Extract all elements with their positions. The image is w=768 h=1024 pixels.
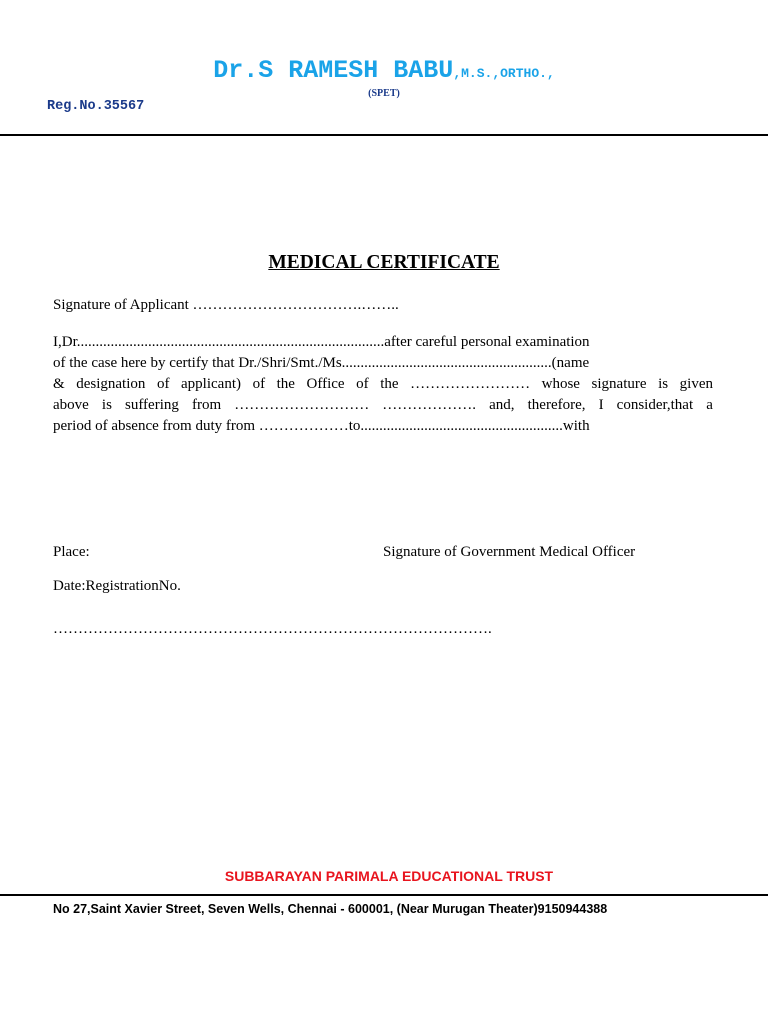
word: ……………………: [410, 376, 531, 392]
word: applicant): [181, 376, 241, 392]
word: the: [380, 376, 399, 392]
dotted-signature-line: …………………………………………………………………………….: [53, 621, 492, 637]
word: designation: [76, 376, 146, 392]
applicant-signature-line: Signature of Applicant …………………………….……..: [53, 297, 399, 313]
word: is: [658, 376, 669, 392]
header-divider: [0, 134, 768, 136]
word: of: [356, 376, 369, 392]
word: consider,that: [616, 397, 694, 413]
word: whose: [541, 376, 580, 392]
body-line-3: [53, 376, 713, 393]
word: signature: [591, 376, 647, 392]
institution-abbreviation: (SPET): [368, 88, 400, 99]
date-registration-label: Date:RegistrationNo.: [53, 578, 181, 594]
body-line-1: I,Dr..................................................................................after careful personal examination: [53, 334, 590, 350]
body-line-2: of the case here by certify that Dr./Shri/Smt./Ms........................................................(name: [53, 355, 590, 371]
word: is: [101, 397, 112, 413]
doctor-name: Dr.S RAMESH BABU: [213, 56, 454, 85]
word: the: [276, 376, 295, 392]
footer-address: No 27,Saint Xavier Street, Seven Wells, Chennai - 600001, (Near Murugan Theater)9150944388: [53, 902, 608, 916]
footer-divider: [0, 894, 768, 896]
word: given: [679, 376, 713, 392]
word: ……………….: [382, 397, 477, 413]
word: I: [598, 397, 604, 413]
word: of: [252, 376, 266, 392]
word: ………………………: [234, 397, 370, 413]
body-line-4: [53, 397, 713, 414]
word: suffering: [125, 397, 179, 413]
place-label: Place:: [53, 544, 90, 560]
doctor-name-heading: [0, 56, 768, 85]
body-line-5: period of absence from duty from ………………to......................................................with: [53, 418, 590, 434]
word: above: [53, 397, 89, 413]
word: of: [156, 376, 170, 392]
gmo-signature-label: Signature of Government Medical Officer: [383, 544, 636, 560]
certificate-title: MEDICAL CERTIFICATE: [268, 252, 500, 273]
registration-number: Reg.No.35567: [47, 99, 145, 114]
word: and,: [489, 397, 515, 413]
word: &: [53, 376, 65, 392]
word: from: [191, 397, 222, 413]
word: a: [706, 397, 713, 413]
word: therefore,: [527, 397, 586, 413]
doctor-qualifications: ,M.S.,ORTHO.,: [453, 66, 555, 81]
trust-name: SUBBARAYAN PARIMALA EDUCATIONAL TRUST: [224, 868, 554, 884]
word: Office: [306, 376, 345, 392]
